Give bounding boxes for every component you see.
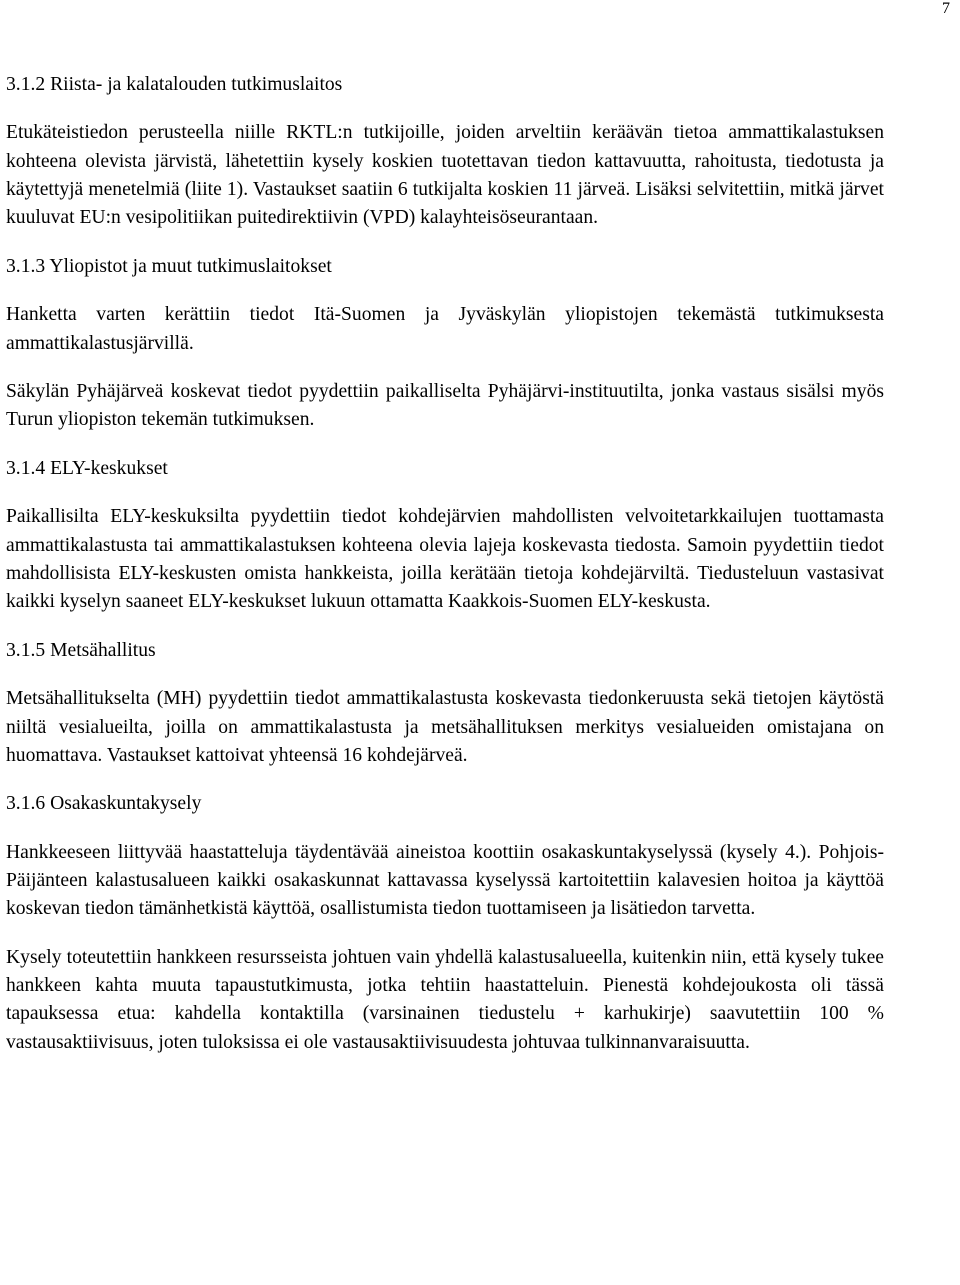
document-body bbox=[6, 71, 884, 1077]
section-paragraph: Paikallisilta ELY-keskuksilta pyydettiin tiedot kohdejärvien mahdollisten velvoitetarkkailujen tuottamasta ammattikalastusta tai ammattikalastuksen kohteena olevia lajeja koskevasta tiedosta. Samoin pyydettiin tiedot mahdollisista ELY-keskusten omista hankkeista, joilla kerätään tietoja kohdejärviltä. Tiedusteluun vastasivat kaikki kyselyn saaneet ELY-keskukset lukuun ottamatta Kaakkois-Suomen ELY-keskusta. bbox=[6, 506, 884, 613]
section-heading: 3.1.2 Riista- ja kalatalouden tutkimuslaitos bbox=[6, 74, 343, 95]
section-paragraph: Metsähallitukselta (MH) pyydettiin tiedot ammattikalastusta koskevasta tiedonkeruusta sekä tietojen käytöstä niiltä vesialueilta, joilla on ammattikalastusta ja metsähallituksen merkitys vesialueiden omistajana on huomattava. Vastaukset kattoivat yhteensä 16 kohdejärveä. bbox=[6, 688, 884, 766]
section-paragraph: Hankkeeseen liittyvää haastatteluja täydentävää aineistoa koottiin osakaskuntakyselyssä (kysely 4.). Pohjois-Päijänteen kalastusalueen kaikki osakaskunnat kattavassa kyselyssä kartoitettiin kalavesien hoitoa ja käyttöä koskevan tiedon tämänhetkistä käyttöä, osallistumista tiedon tuottamiseen ja lisätiedon tarvetta. bbox=[6, 841, 884, 920]
section-heading: 3.1.5 Metsähallitus bbox=[6, 639, 156, 661]
page-number: 7 bbox=[942, 0, 950, 17]
section-3-1-4 bbox=[6, 455, 884, 617]
section-heading: 3.1.6 Osakaskuntakysely bbox=[6, 793, 202, 815]
section-paragraph: Säkylän Pyhäjärveä koskevat tiedot pyydettiin paikalliselta Pyhäjärvi-instituutilta, jonka vastaus sisälsi myös Turun yliopiston tekemän tutkimuksen. bbox=[6, 381, 884, 431]
section-3-1-6 bbox=[6, 790, 884, 1057]
section-3-1-2 bbox=[6, 71, 884, 233]
section-3-1-5 bbox=[6, 637, 884, 770]
section-paragraph: Etukäteistiedon perusteella niille RKTL:n tutkijoille, joiden arveltiin keräävän tietoa ammattikalastuksen kohteena olevista järvistä, lähetettiin kysely koskien tuotettavan tiedon kattavuutta, rahoitusta, tiedotusta ja käytettyjä menetelmiä (liite 1). Vastaukset saatiin 6 tutkijalta koskien 11 järveä. Lisäksi selvitettiin, mitkä järvet kuuluvat EU:n vesipolitiikan puitedirektiivin (VPD) kalayhteisöseurantaan. bbox=[6, 122, 884, 229]
section-paragraph: Kysely toteutettiin hankkeen resursseista johtuen vain yhdellä kalastusalueella, kuitenkin niin, että kysely tukee hankkeen kahta muuta tapaustutkimusta, jotka tehtiin haastatteluin. Pienestä kohdejoukosta oli tässä tapauksessa etua: kahdella kontaktilla (varsinainen tiedustelu + karhukirje) saavutettiin 100 % vastausaktiivisuus, joten tuloksissa ei ole vastausaktiivisuudesta johtuvaa tulkinnanvaraisuutta. bbox=[6, 946, 884, 1053]
section-paragraph: Hanketta varten kerättiin tiedot Itä-Suomen ja Jyväskylän yliopistojen tekemästä tutkimuksesta ammattikalastusjärvillä. bbox=[6, 304, 884, 354]
section-3-1-3 bbox=[6, 253, 884, 435]
section-heading: 3.1.4 ELY-keskukset bbox=[6, 457, 168, 479]
section-heading: 3.1.3 Yliopistot ja muut tutkimuslaitokset bbox=[6, 255, 332, 277]
